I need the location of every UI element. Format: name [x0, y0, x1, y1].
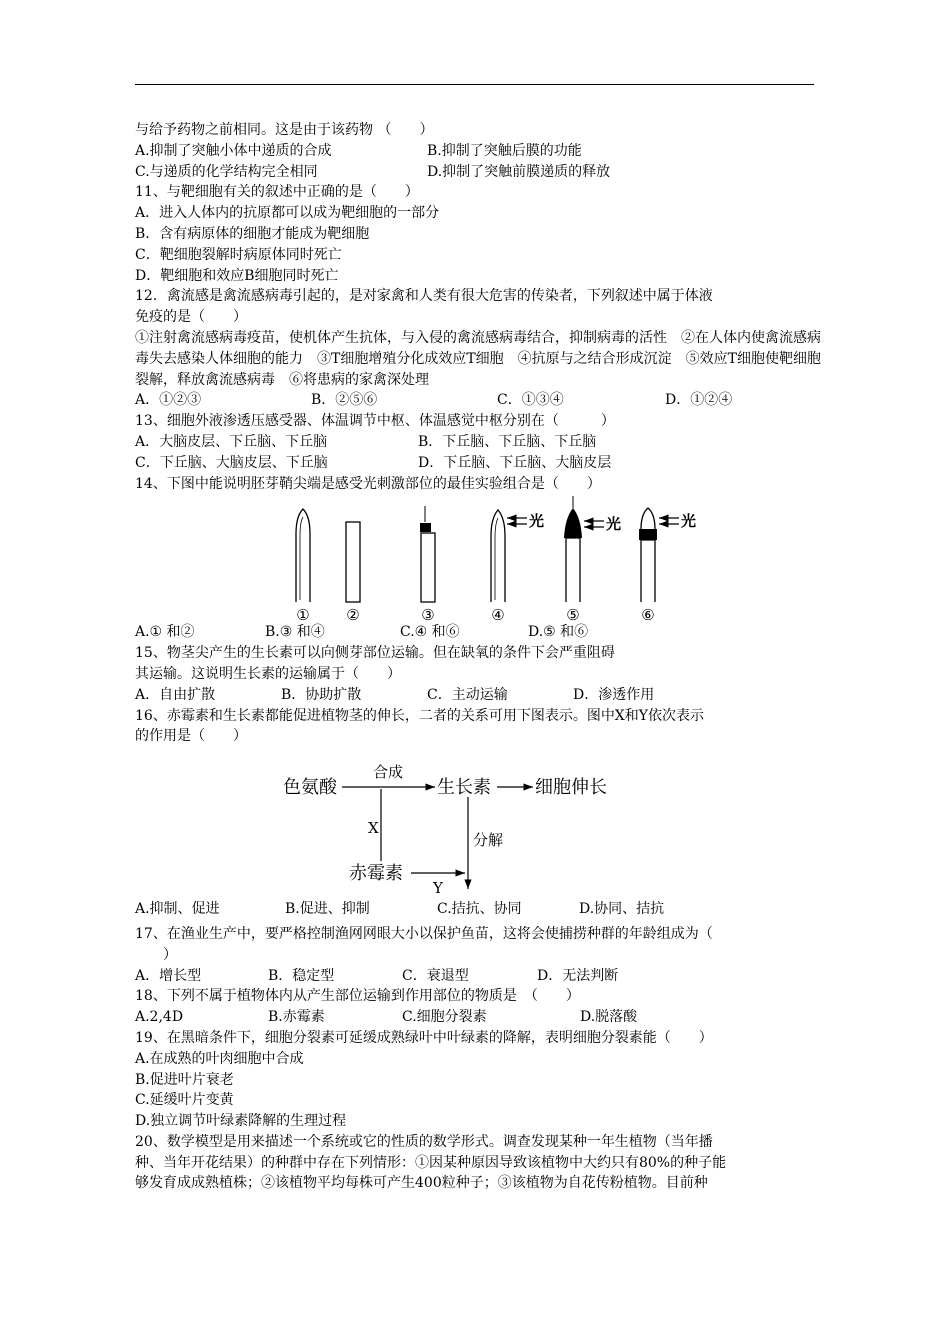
q15-stem-line2: 其运输。这说明生长素的运输属于（ ） [135, 665, 401, 682]
q10-options-row2 [135, 162, 825, 183]
q10-option-a: A.抑制了突触小体中递质的合成 [135, 142, 332, 159]
q18-options [135, 1007, 825, 1028]
node-gibberellin: 赤霉素 [349, 863, 403, 885]
coleoptile-4 [491, 510, 505, 602]
q15-option-b: B．协助扩散 [281, 686, 362, 703]
q13-option-c: C．下丘脑、大脑皮层、下丘脑 [135, 454, 328, 471]
q14-option-c: C.④ 和⑥ [400, 624, 460, 641]
coleoptile-4-inner [495, 518, 498, 600]
q13-option-b: B．下丘脑、下丘脑、下丘脑 [418, 433, 597, 450]
q19-stem: 19、在黑暗条件下，细胞分裂素可延缓成熟绿叶中叶绿素的降解，表明细胞分裂素能（ ） [135, 1029, 713, 1046]
q20-line3: 够发育成成熟植株；②该植物平均每株可产生400粒种子；③该植物为自花传粉植物。目前种 [135, 1175, 708, 1192]
q12-option-c: C．①③④ [497, 392, 564, 409]
node-auxin: 生长素 [437, 777, 491, 799]
q16-option-d: D.协同、拮抗 [579, 901, 665, 918]
q12-stem-line2: 免疫的是（ ） [135, 309, 247, 326]
q12-options [135, 390, 825, 411]
q18-option-d: D.脱落酸 [580, 1009, 638, 1026]
q17-option-c: C．衰退型 [402, 967, 469, 984]
figure-num-4: ④ [491, 606, 505, 623]
q16-stem-line1: 16、赤霉素和生长素都能促进植物茎的伸长，二者的关系可用下图表示。图中X和Y依次表示 [135, 707, 705, 724]
q10-option-b: B.抑制了突触后膜的功能 [427, 142, 582, 159]
q19-option-c: C.延缓叶片变黄 [135, 1092, 234, 1109]
q16-options [135, 899, 825, 920]
q20-line1: 20、数学模型是用来描述一个系统或它的性质的数学形式。调查发现某种一年生植物（当年播 [135, 1133, 713, 1150]
light-label-5: 光 [606, 515, 622, 534]
q20-line2: 种、当年开花结果）的种群中存在下列情形：①因某种原因导致该植物中大约只有80%的种子能 [135, 1154, 727, 1171]
q10-option-c: C.与递质的化学结构完全相同 [135, 163, 318, 180]
coleoptile-1-inner [300, 517, 303, 600]
figure-num-1: ① [296, 606, 310, 623]
coleoptile-figure [135, 496, 825, 622]
agar-block [420, 523, 431, 532]
q19-option-b: B.促进叶片衰老 [135, 1071, 234, 1088]
hormone-figure [135, 753, 825, 899]
figure-num-5: ⑤ [566, 606, 580, 623]
q12-option-a: A．①②③ [135, 392, 202, 409]
q15-stem-line1: 15、物茎尖产生的生长素可以向侧芽部位运输。但在缺氧的条件下会严重阻碍 [135, 645, 615, 662]
q10-option-d: D.抑制了突触前膜递质的释放 [427, 163, 611, 180]
q18-option-b: B.赤霉素 [268, 1009, 325, 1026]
light-label-6: 光 [681, 512, 697, 531]
q11-stem: 11、与靶细胞有关的叙述中正确的是（ ） [135, 184, 419, 201]
q16-option-a: A.抑制、促进 [135, 901, 220, 918]
q13-option-a: A．大脑皮层、下丘脑、下丘脑 [135, 433, 328, 450]
q11-option-b: B．含有病原体的细胞才能成为靶细胞 [135, 225, 370, 242]
q12-option-b: B．②⑤⑥ [311, 392, 378, 409]
q10-options-row1 [135, 141, 825, 162]
q18-option-c: C.细胞分裂素 [402, 1009, 487, 1026]
label-y: Y [433, 879, 443, 898]
q16-option-c: C.拮抗、协同 [437, 901, 522, 918]
q15-options [135, 685, 825, 706]
q11-option-d: D．靶细胞和效应B细胞同时死亡 [135, 267, 339, 284]
q16-option-b: B.促进、抑制 [285, 901, 370, 918]
q11-option-c: C．靶细胞裂解时病原体同时死亡 [135, 246, 342, 263]
q17-stem-line1: 17、在渔业生产中，要严格控制渔网网眼大小以保护鱼苗，这将会使捕捞种群的年龄组成为（ [135, 925, 713, 942]
q11-option-a: A．进入人体内的抗原都可以成为靶细胞的一部分 [135, 205, 440, 222]
q13-option-d: D．下丘脑、下丘脑、大脑皮层 [418, 454, 612, 471]
q19-option-d: D.独立调节叶绿素降解的生理过程 [135, 1113, 347, 1130]
q19-option-a: A.在成熟的叶肉细胞中合成 [135, 1050, 304, 1067]
coleoptile-diagram [135, 496, 825, 622]
light-label-4: 光 [529, 512, 545, 531]
q12-stem-line1: 12．禽流感是禽流感病毒引起的，是对家禽和人类有很大危害的传染者，下列叙述中属于体液 [135, 288, 713, 305]
q13-options-row2 [135, 453, 825, 474]
node-cell-elongation: 细胞伸长 [535, 777, 607, 799]
q14-option-b: B.③ 和④ [265, 624, 325, 641]
q16-stem-line2: 的作用是（ ） [135, 728, 247, 745]
coleoptile-3 [421, 533, 435, 602]
q18-stem: 18、下列不属于植物体内从产生部位运输到作用部位的物质是 （ ） [135, 988, 580, 1005]
figure-num-3: ③ [421, 606, 435, 623]
coleoptile-6-tip [641, 508, 655, 529]
q17-options [135, 966, 825, 987]
q18-option-a: A.2,4D [135, 1009, 184, 1026]
q15-option-c: C．主动运输 [427, 686, 508, 703]
q13-options-row1 [135, 432, 825, 453]
q14-stem: 14、下图中能说明胚芽鞘尖端是感受光刺激部位的最佳实验组合是（ ） [135, 475, 601, 492]
label-decomposition: 分解 [473, 831, 504, 850]
coleoptile-6 [641, 540, 655, 602]
exam-page [135, 120, 825, 1194]
coleoptile-1 [296, 509, 310, 602]
q14-options [135, 622, 825, 643]
coleoptile-5 [566, 538, 580, 602]
q17-stem-line2: ） [135, 946, 177, 963]
q14-option-d: D.⑤ 和⑥ [528, 624, 589, 641]
foil-band [639, 529, 657, 540]
header-rule [135, 84, 814, 85]
q10-stem-cont: 与给予药物之前相同。这是由于该药物 （ ） [135, 122, 434, 138]
figure-num-2: ② [346, 606, 360, 623]
figure-num-6: ⑥ [641, 606, 655, 623]
q12-option-d: D．①②④ [665, 392, 733, 409]
q15-option-d: D．渗透作用 [573, 686, 655, 703]
node-tryptophan: 色氨酸 [283, 777, 337, 799]
q12-statements: ①注射禽流感病毒疫苗，使机体产生抗体，与入侵的禽流感病毒结合，抑制病毒的活性 ②在人体内使禽流感病毒失去感染人体细胞的能力 ③T细胞增殖分化成效应T细胞 ④抗原与之结合形成沉淀 ⑤效应T细胞使靶细胞裂解，释放禽流感病毒 ⑥将患病的家禽深处理 [135, 329, 822, 388]
q17-option-b: B．稳定型 [268, 967, 335, 984]
q14-option-a: A.① 和② [135, 624, 195, 641]
label-x: X [368, 819, 379, 838]
foil-cap [564, 508, 582, 538]
q13-stem: 13、细胞外液渗透压感受器、体温调节中枢、体温感觉中枢分别在（ ） [135, 413, 615, 430]
coleoptile-2 [346, 522, 360, 602]
q17-option-a: A．增长型 [135, 967, 202, 984]
hormone-diagram [135, 753, 825, 899]
q15-option-a: A．自由扩散 [135, 686, 216, 703]
q17-option-d: D．无法判断 [537, 967, 619, 984]
label-synthesis: 合成 [373, 763, 404, 782]
